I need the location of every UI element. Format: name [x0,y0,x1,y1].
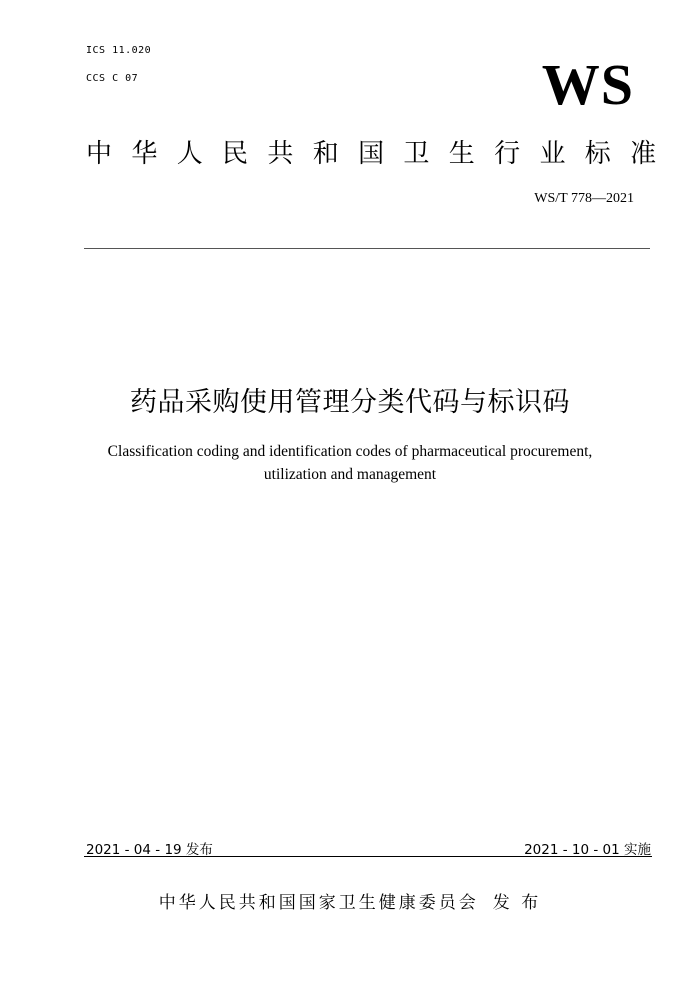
footer-divider [84,856,652,857]
ws-logo: WS [541,52,634,117]
document-title-zh: 药品采购使用管理分类代码与标识码 [130,387,570,418]
standard-category-char: 华 [131,139,158,169]
issue-date: 2021 - 04 - 19 发布 [86,842,213,858]
standard-category-char: 生 [448,139,475,169]
document-title-en [70,440,630,486]
standard-category-char: 中 [86,139,113,169]
standard-category-char: 行 [494,139,521,169]
document-title-en-line2: utilization and management [263,466,437,483]
standard-category-char: 和 [312,139,339,169]
standard-category-char: 卫 [403,139,430,169]
standard-category-char: 民 [222,139,249,169]
publisher [0,888,700,913]
implementation-date: 2021 - 10 - 01 实施 [524,842,651,858]
standard-category-char: 标 [584,139,611,169]
standard-number: WS/T 778—2021 [534,191,634,206]
header-divider [84,248,650,249]
standard-category-char: 业 [539,139,566,169]
standard-category-title [86,138,656,170]
standard-category-char: 准 [630,139,657,169]
standard-category-char: 国 [358,139,385,169]
standard-category-char: 共 [267,139,294,169]
publisher-name: 中华人民共和国国家卫生健康委员会 [158,893,479,913]
publisher-action: 发 布 [492,893,542,913]
ccs-code: CCS C 07 [86,73,139,84]
document-title-en-line1: Classification coding and identification codes of pharmaceutical procurement, [107,443,593,460]
ics-code: ICS 11.020 [86,45,152,56]
standard-category-char: 人 [176,139,203,169]
